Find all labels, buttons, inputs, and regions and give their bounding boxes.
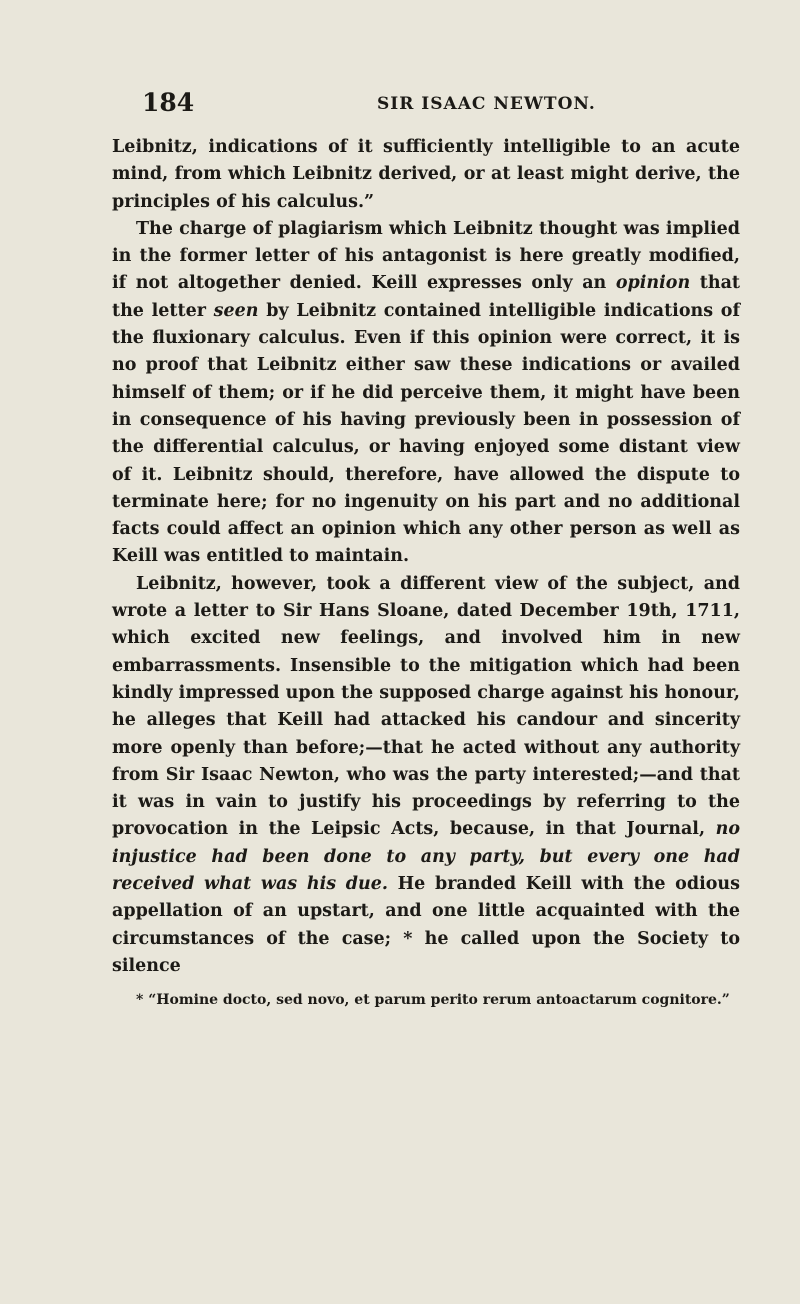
page-number: 184	[142, 88, 195, 117]
paragraph-3	[112, 571, 740, 980]
paragraph-3-text-b: He branded Keill with the odious appellation of an upstart, and one little acquainted with the circumstances of the case; * he called upon the Society to silence	[112, 874, 740, 976]
paragraph-2-italic-opinion: opinion	[615, 273, 691, 294]
paragraph-2-italic-seen: seen	[213, 300, 259, 321]
paragraph-1	[112, 134, 740, 216]
page-header	[112, 88, 740, 128]
paragraph-2-text-c: by Leibnitz contained intelligible indications of the fluxionary calculus. Even if this opinion were correct, it is no proof that Leibnitz either saw these indications or availed himself of them; or if he did perceive them, it might have been in consequence of his having previously been in possession of the differential calculus, or having enjoyed some distant view of it. Leibnitz should, therefore, have allowed the dispute to terminate here; for no ingenuity on his part and no additional facts could affect an opinion which any other person as well as Keill was entitled to maintain.	[112, 300, 740, 567]
paragraph-3-italic-quote: no injustice had been done to any party, but every one had received what was his due.	[112, 819, 740, 895]
paragraph-2-text-b: that the letter	[112, 273, 741, 321]
paragraph-2	[112, 216, 740, 571]
paragraph-1-text: Leibnitz, indications of it sufficiently intelligible to an acute mind, from which Leibnitz derived, or at least might derive, the principles of his calculus.”	[112, 137, 740, 212]
paragraph-3-text-a: Leibnitz, however, took a different view of the subject, and wrote a letter to Sir Hans Sloane, dated December 19th, 1711, which excited new feelings, and involved him in new embarrassments. Insensible to the mitigation which had been kindly impressed upon the supposed charge against his honour, he alleges that Keill had attacked his candour and sincerity more openly than before;—that he acted without any authority from Sir Isaac Newton, who was the party interested;—and that it was in vain to justify his proceedings by referring to the provocation in the Leipsic Acts, because, in that Journal,	[112, 573, 740, 840]
running-head: SIR ISAAC NEWTON.	[377, 94, 596, 114]
footnote: * “Homine docto, sed novo, et parum perito rerum antoactarum cognitore.”	[136, 992, 730, 1009]
body-text	[112, 134, 740, 980]
paragraph-2-text-a: The charge of plagiarism which Leibnitz thought was implied in the former letter of his antagonist is here greatly modified, if not altogether denied. Keill expresses only an	[112, 218, 740, 294]
